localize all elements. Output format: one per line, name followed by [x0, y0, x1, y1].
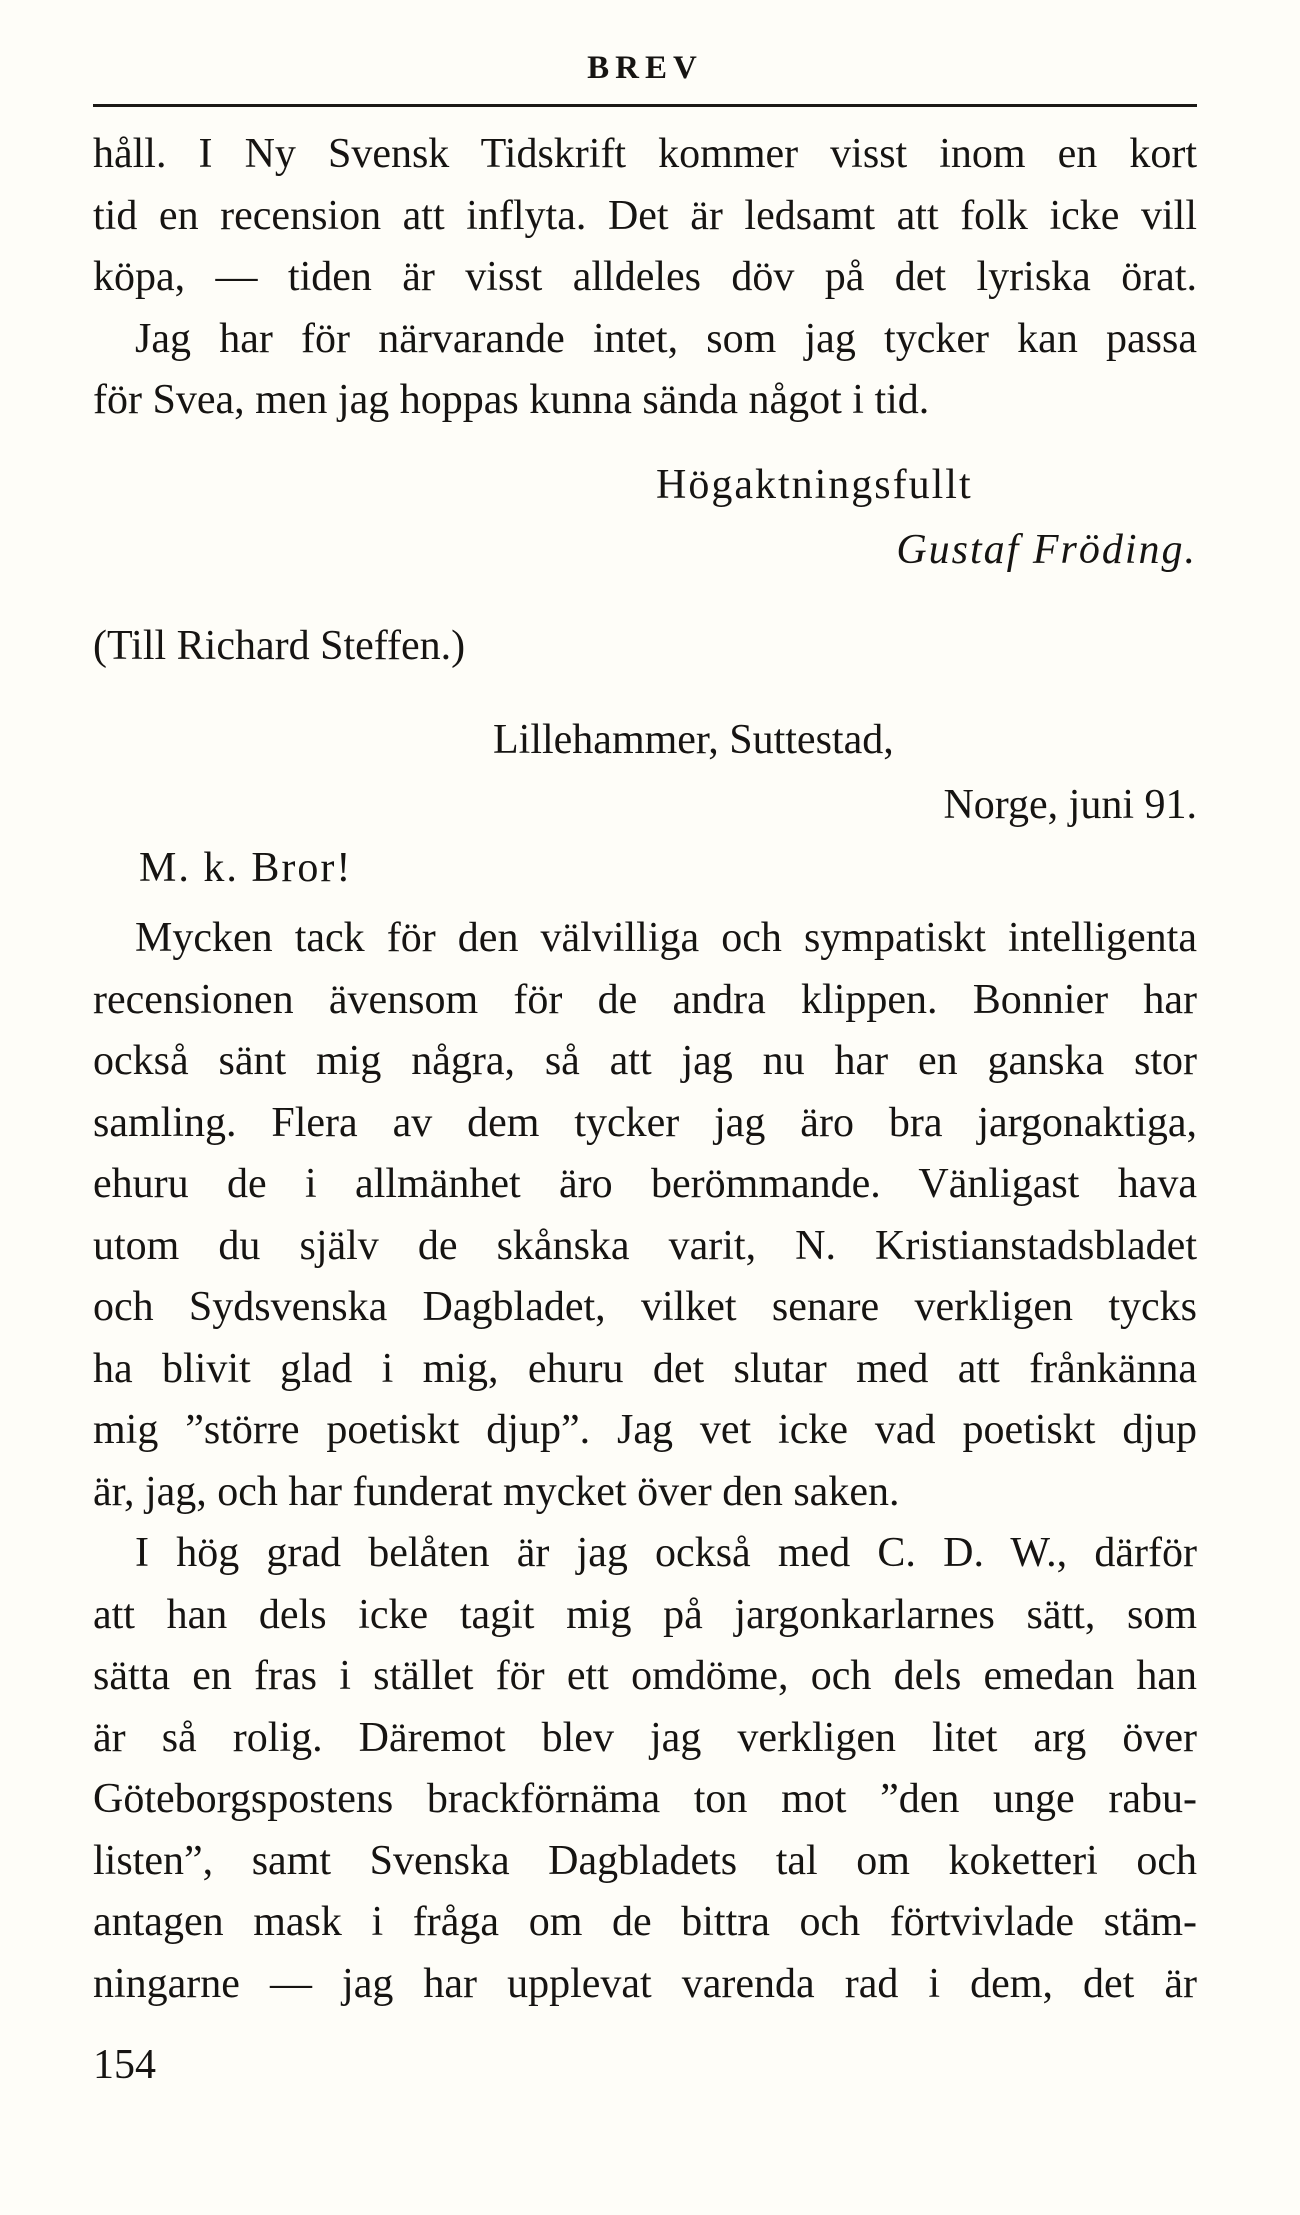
letter-signature: Gustaf Fröding. — [896, 527, 1197, 573]
text-line: ehuru de i allmänhet äro berömmande. Vänligast hava — [93, 1161, 1197, 1207]
text-line: är, jag, och har funderat mycket över den saken. — [93, 1468, 900, 1515]
letter-paragraph-1 — [93, 908, 1197, 1523]
text-line: också sänt mig några, så att jag nu har en ganska stor — [93, 1038, 1197, 1084]
running-head: BREV — [587, 50, 703, 86]
text-line: ha blivit glad i mig, ehuru det slutar med att frånkänna — [93, 1345, 1197, 1392]
letter-recipient: (Till Richard Steffen.) — [93, 623, 466, 669]
text-line: antagen mask i fråga om de bittra och förtvivlade stäm- — [93, 1899, 1197, 1945]
text-line: utom du själv de skånska varit, N. Kristianstadsbladet — [93, 1222, 1197, 1269]
letter-date: Norge, juni 91. — [943, 782, 1197, 828]
text-line: att han dels icke tagit mig på jargonkarlarnes sätt, som — [93, 1591, 1197, 1638]
text-line: listen”, samt Svenska Dagbladets tal om koketteri och — [93, 1837, 1197, 1884]
text-line: sätta en fras i stället för ett omdöme, och dels emedan han — [93, 1653, 1197, 1699]
text-line: och Sydsvenska Dagbladet, vilket senare verkligen tycks — [93, 1284, 1197, 1330]
page-number: 154 — [93, 2042, 156, 2088]
text-line: Mycken tack för den välvilliga och sympatiskt intelligenta — [135, 915, 1197, 961]
text-line: recensionen ävensom för de andra klippen. Bonnier har — [93, 976, 1197, 1023]
text-line: för Svea, men jag hoppas kunna sända något i tid. — [93, 377, 930, 423]
text-line: köpa, — tiden är visst alldeles döv på det lyriska örat. — [93, 254, 1197, 300]
text-line: mig ”större poetiskt djup”. Jag vet icke vad poetiskt djup — [93, 1407, 1197, 1453]
book-page — [93, 0, 1197, 2215]
letter-salutation: M. k. Bror! — [139, 845, 353, 891]
header-rule — [93, 104, 1197, 107]
text-line: tid en recension att inflyta. Det är ledsamt att folk icke vill — [93, 192, 1197, 239]
letter-place: Lillehammer, Suttestad, — [493, 717, 894, 763]
text-line: Jag har för närvarande intet, som jag tycker kan passa — [135, 315, 1197, 362]
text-line: ningarne — jag har upplevat varenda rad i dem, det är — [93, 1960, 1197, 2007]
letter-paragraph-2 — [93, 1523, 1197, 2015]
text-line: samling. Flera av dem tycker jag äro bra jargonaktiga, — [93, 1099, 1197, 1146]
text-line: I hög grad belåten är jag också med C. D. W., därför — [135, 1530, 1197, 1576]
text-line: är så rolig. Däremot blev jag verkligen litet arg över — [93, 1714, 1197, 1761]
text-line: håll. I Ny Svensk Tidskrift kommer visst inom en kort — [93, 131, 1197, 177]
letter-continuation — [93, 124, 1197, 432]
letter-closing: Högaktningsfullt — [656, 462, 973, 508]
text-line: Göteborgspostens brackförnäma ton mot ”den unge rabu- — [93, 1776, 1197, 1822]
